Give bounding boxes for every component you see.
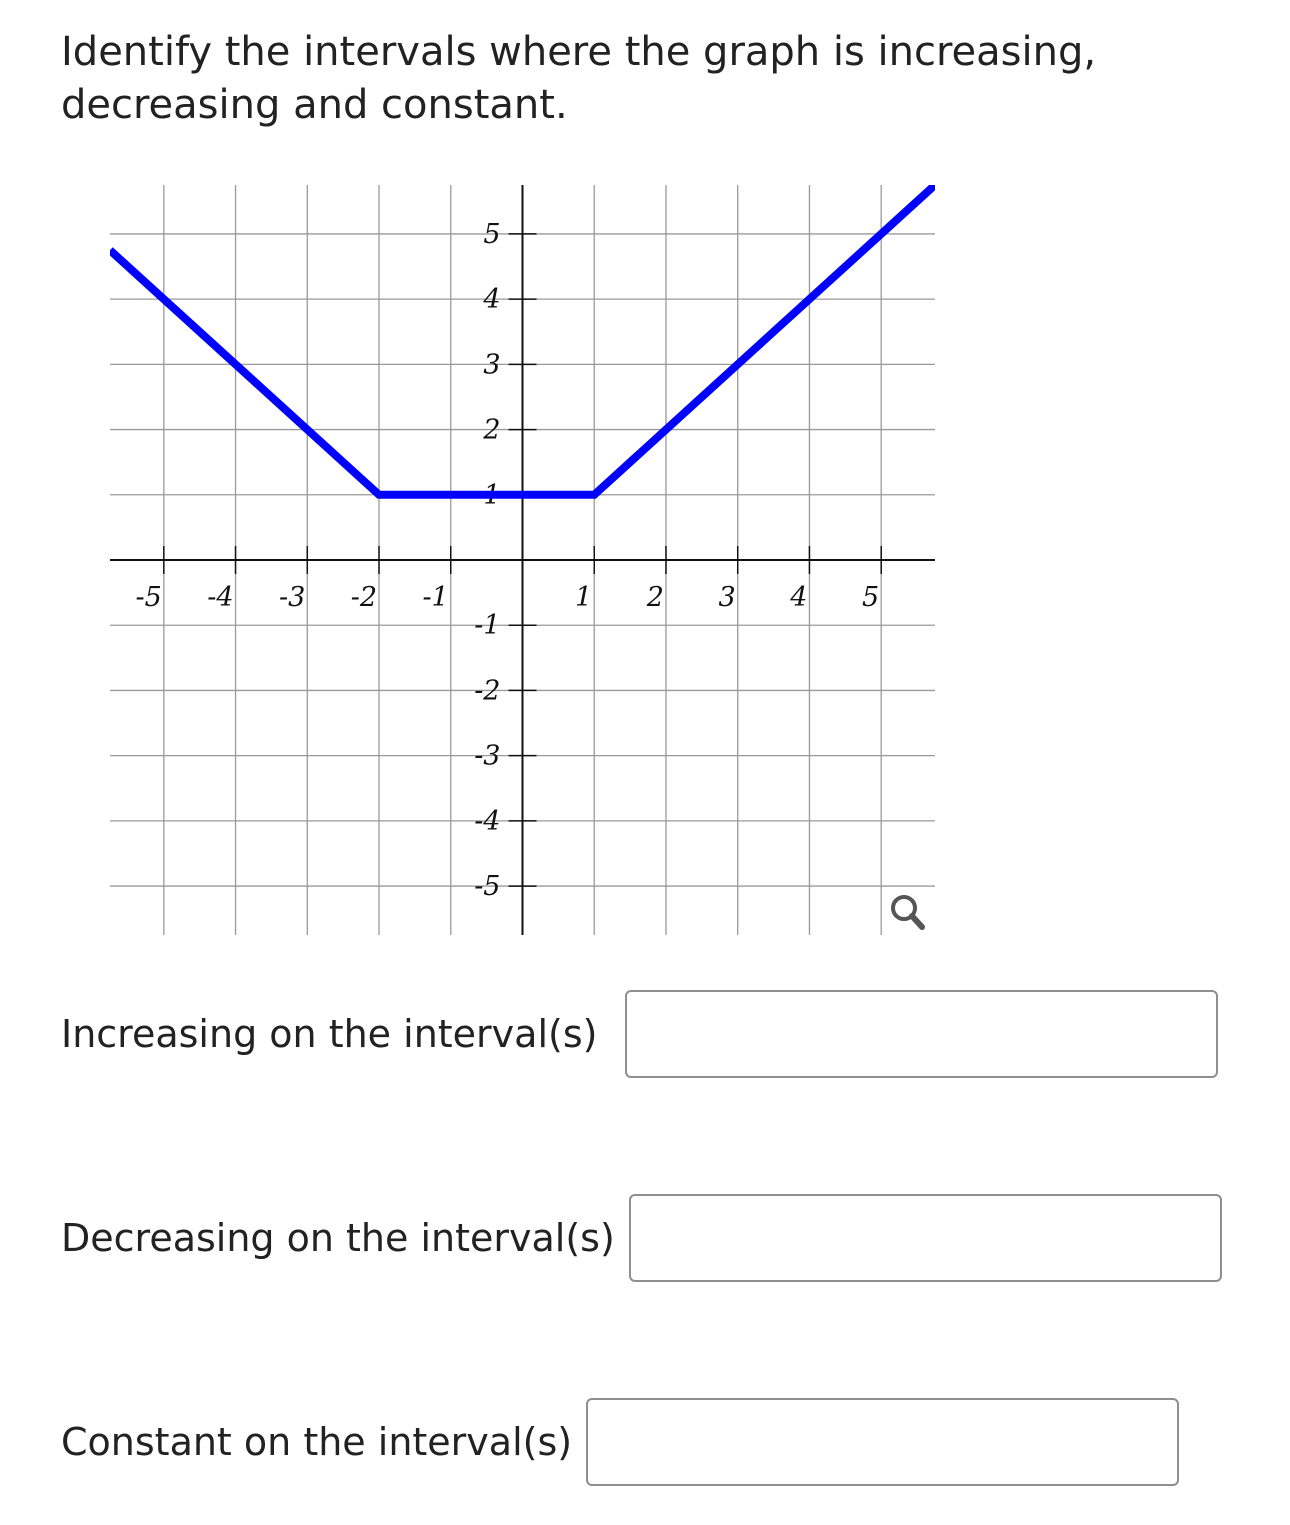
y-tick-label: -5: [474, 871, 501, 903]
increasing-label: Increasing on the interval(s): [61, 1012, 598, 1056]
x-tick-label: 3: [718, 582, 736, 613]
y-tick-label: -1: [474, 610, 501, 642]
x-tick-label: -4: [207, 582, 234, 613]
decreasing-label: Decreasing on the interval(s): [61, 1216, 615, 1260]
magnifier-icon[interactable]: [893, 897, 922, 927]
constant-row: [61, 1398, 1179, 1486]
y-tick-label: 3: [483, 349, 501, 381]
increasing-input[interactable]: [625, 990, 1218, 1078]
increasing-row: [61, 990, 1218, 1078]
x-tick-label: 2: [646, 582, 664, 613]
y-tick-label: 4: [483, 284, 501, 316]
x-tick-label: -2: [350, 582, 378, 613]
y-tick-label: -3: [474, 740, 501, 772]
y-tick-label: -4: [474, 805, 501, 837]
x-tick-label: 4: [790, 582, 808, 613]
y-tick-label: 2: [483, 414, 501, 446]
question-text: Identify the intervals where the graph is increasing, decreasing and constant.: [61, 29, 1097, 128]
y-tick-label: 1: [483, 479, 501, 511]
y-tick-label: -2: [474, 675, 501, 707]
decreasing-row: [61, 1194, 1222, 1282]
x-tick-label: -3: [278, 582, 306, 613]
x-tick-label: 1: [575, 582, 593, 613]
x-tick-label: -1: [422, 582, 449, 613]
constant-label: Constant on the interval(s): [61, 1420, 573, 1464]
decreasing-input[interactable]: [629, 1194, 1222, 1282]
constant-input[interactable]: [586, 1398, 1179, 1486]
x-tick-label: -5: [135, 582, 162, 613]
x-tick-label: 5: [862, 582, 880, 613]
y-tick-label: 5: [483, 218, 501, 250]
